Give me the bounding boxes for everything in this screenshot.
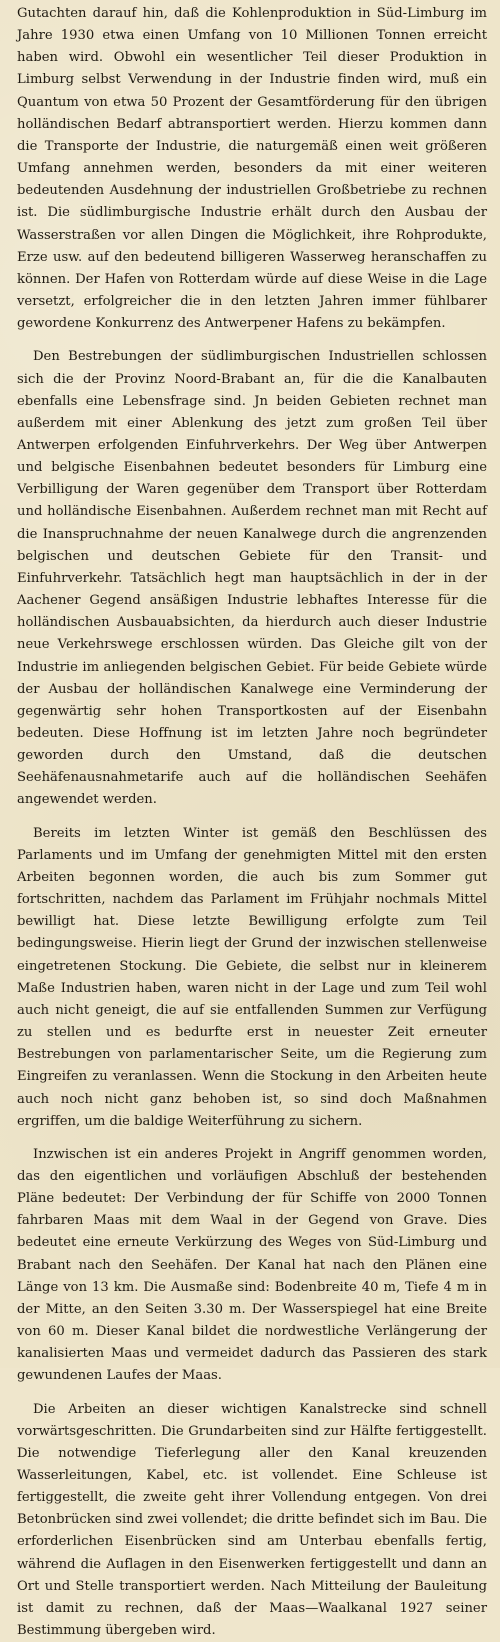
paragraph-parliament-works: Bereits im letzten Winter ist gemäß den Beschlüssen des Parlaments und im Umfang der genehmigten Mittel mit den ersten Arbeiten begonnen worden, die auch bis zum Sommer gut fortschritten, nachdem das Parlament im Frühjahr nochmals Mittel bewilligt hat. Diese letzte Bewilligung erfolgte zum Teil bedingungsweise. Hierin liegt der Grund der inzwischen stellenweise eingetretenen Stockung. Die Gebiete, die selbst nur in kleinerem Maße Industrien haben, waren nicht in der Lage und zum Teil wohl auch nicht geneigt, die auf sie entfallenden Summen zur Verfügung zu stellen und es bedurfte erst in neuester Zeit erneuter Bestrebungen von parlamentarischer Seite, um die Regierung zum Eingreifen zu veranlassen. Wenn die Stockung in den Arbeiten heute auch noch nicht ganz behoben ist, so sind doch Maßnahmen ergriffen, um die baldige Weiterführung zu sichern.	[17, 825, 487, 1129]
paragraph-noord-brabant: Den Bestrebungen der südlimburgischen Industriellen schlossen sich die der Provinz Noord-Brabant an, für die die Kanalbauten ebenfalls eine Lebensfrage sind. Jn beiden Gebieten rechnet man außerdem mit einer Ablenkung des jetzt zum großen Teil über Antwerpen erfolgenden Einfuhrverkehrs. Der Weg über Antwerpen und belgische Eisenbahnen bedeutet besonders für Limburg eine Verbilligung der Waren gegenüber dem Transport über Rotterdam und holländische Eisenbahnen. Außerdem rechnet man mit Recht auf die Inanspruchnahme der neuen Kanalwege durch die angrenzenden belgischen und deutschen Gebiete für den Transit- und Einfuhrverkehr. Tatsächlich hegt man hauptsächlich in der in der Aachener Gegend ansäßigen Industrie lebhaftes Interesse für die holländischen Ausbauabsichten, da hierdurch auch dieser Industrie neue Verkehrswege erschlossen würden. Das Gleiche gilt von der Industrie im anliegenden belgischen Gebiet. Für beide Gebiete würde der Ausbau der holländischen Kanalwege eine Verminderung der gegenwärtig sehr hohen Transportkosten auf der Eisenbahn bedeuten. Diese Hoffnung ist im letzten Jahre noch begründeter geworden durch den Umstand, daß die deutschen Seehäfenausnahmetarife auch auf die holländischen Seehäfen angewendet werden.	[17, 349, 487, 808]
paragraph-coal-production: Gutachten darauf hin, daß die Kohlenproduktion in Süd-Limburg im Jahre 1930 etwa einen Umfang von 10 Millionen Tonnen erreicht haben wird. Obwohl ein wesentlicher Teil dieser Produktion in Limburg selbst Verwendung in der Industrie finden wird, muß ein Quantum von etwa 50 Prozent der Gesamtförderung für den übrigen holländischen Bedarf abtransportiert werden. Hierzu kommen dann die Transporte der Industrie, die naturgemäß einen weit größeren Umfang annehmen werden, besonders da mit einer weiteren bedeutenden Ausdehnung der industriellen Großbetriebe zu rechnen ist. Die südlimburgische Industrie erhält durch den Ausbau der Wasserstraßen vor allen Dingen die Möglichkeit, ihre Rohprodukte, Erze usw. auf den bedeutend billigeren Wasserweg heranschaffen zu können. Der Hafen von Rotterdam würde auf diese Weise in die Lage versetzt, erfolgreicher die in den letzten Jahren immer fühlbarer gewordene Konkurrenz des Antwerpener Hafens zu bekämpfen.	[17, 6, 487, 332]
paragraph-canal-progress: Die Arbeiten an dieser wichtigen Kanalstrecke sind schnell vorwärtsgeschritten. Die Grundarbeiten sind zur Hälfte fertiggestellt. Die notwendige Tieferlegung aller den Kanal kreuzenden Wasserleitungen, Kabel, etc. ist vollendet. Eine Schleuse ist fertiggestellt, die zweite geht ihrer Vollendung entgegen. Von drei Betonbrücken sind zwei vollendet; die dritte befindet sich im Bau. Die erforderlichen Eisenbrücken sind am Unterbau ebenfalls fertig, während die Auflagen in den Eisenwerken fertiggestellt und dann an Ort und Stelle transportiert werden. Nach Mitteilung der Bauleitung ist damit zu rechnen, daß der Maas—Waalkanal 1927 seiner Bestimmung übergeben wird.	[17, 1401, 487, 1639]
paragraph-maas-waal-project: Inzwischen ist ein anderes Projekt in Angriff genommen worden, das den eigentlichen und vorläufigen Abschluß der bestehenden Pläne bedeutet: Der Verbindung der für Schiffe von 2000 Tonnen fahrbaren Maas mit dem Waal in der Gegend von Grave. Dies bedeutet eine erneute Verkürzung des Weges von Süd-Limburg und Brabant nach den Seehäfen. Der Kanal hat nach den Plänen eine Länge von 13 km. Die Ausmaße sind: Bodenbreite 40 m, Tiefe 4 m in der Mitte, an den Seiten 3.30 m. Der Wasserspiegel hat eine Breite von 60 m. Dieser Kanal bildet die nordwestliche Verlängerung der kanalisierten Maas und vermeidet dadurch das Passieren des stark gewundenen Laufes der Maas.	[17, 1146, 487, 1384]
